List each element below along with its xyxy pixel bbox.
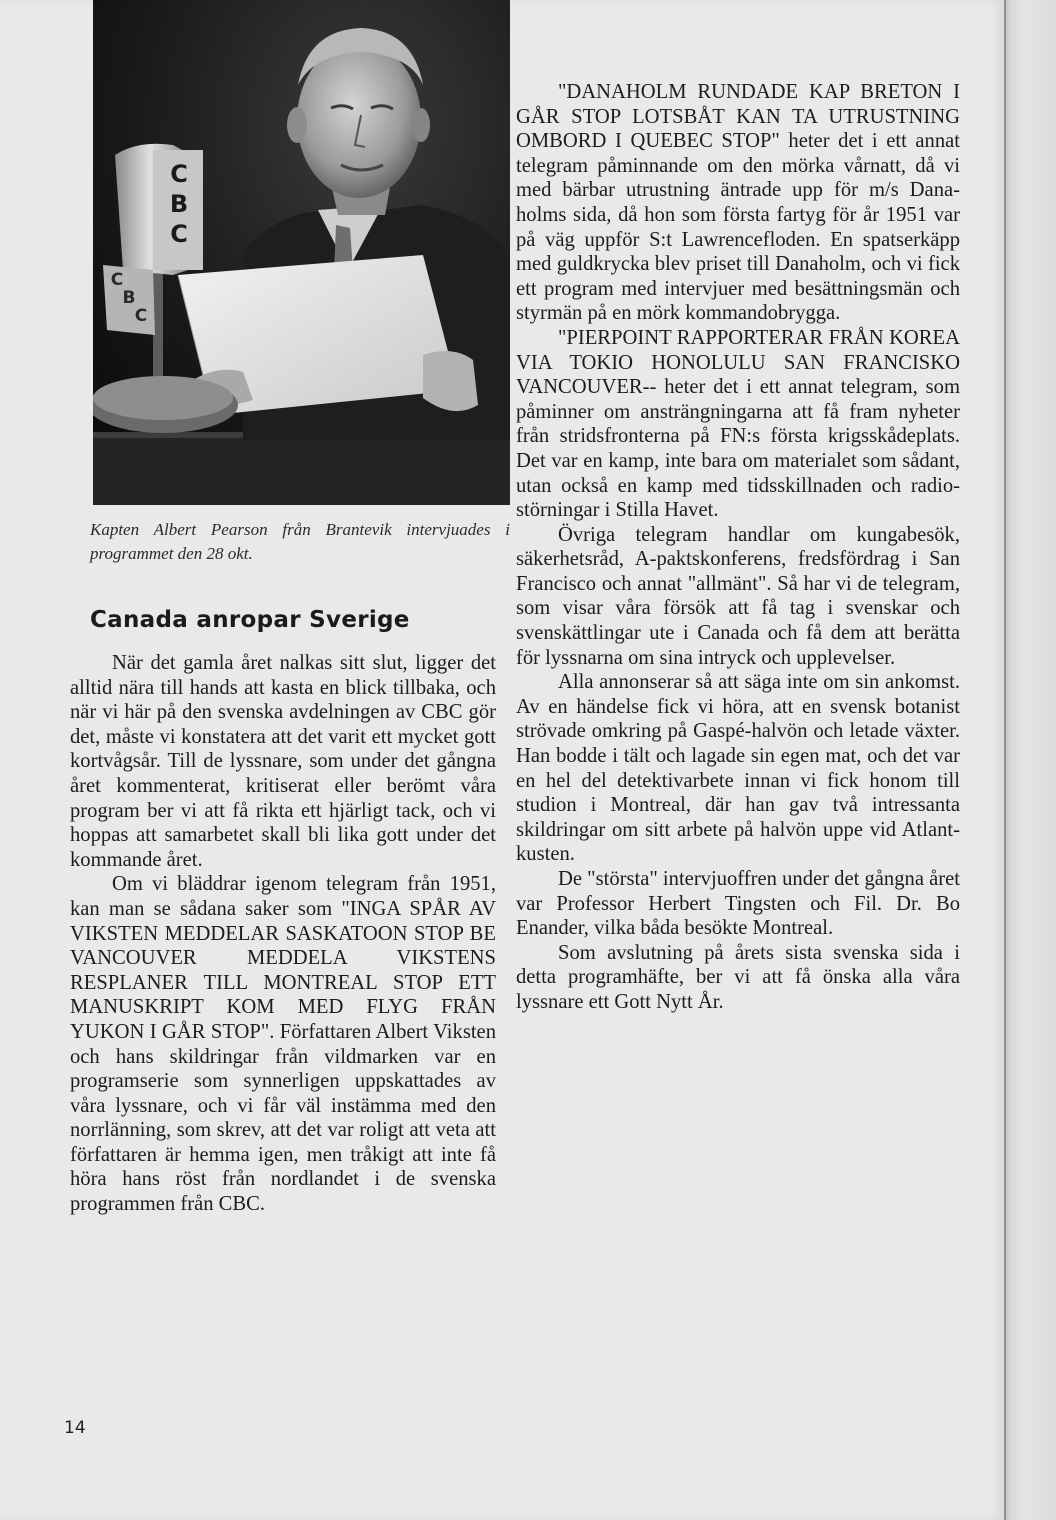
right-paragraph: "PIERPOINT RAPPORTERAR FRÅN KOREA VIA TOKIO HONOLULU SAN FRANCISKO VANCOUVER-- heter det i ett annat telegram, som påminner om ansträngningarna att få fram nyheter från stridsfronterna på FN:s första krigsskådeplats. Det var en kamp, inte bara om materialet som sådant, utan också en kamp med tidsskillnaden och radiostörningar i Stilla Havet.: [516, 326, 960, 522]
mic-letter-b: B: [169, 190, 189, 218]
mic-letter-c2: C: [170, 220, 188, 248]
next-page-edge: [1004, 0, 1056, 1520]
photo-caption: Kapten Albert Pearson från Brantevik intervjuades i programmet den 28 okt.: [90, 520, 510, 563]
right-paragraph: "DANAHOLM RUNDADE KAP BRETON I GÅR STOP LOTSBÅT KAN TA UTRUSTNING OMBORD I QUEBEC STOP" heter det i ett annat telegram påminnande om den mörka vårnatt, då vi med bärbar utrustning äntrade upp för m/s Danaholms sida, då hon som första fartyg för år 1951 var på väg uppför S:t Lawrencefloden. En spatserkäpp med guldkrycka blev priset till Danaholm, och vi fick ett program med intervjuer med besättningsmän och styrmän på en mörk kommandobrygga.: [516, 81, 960, 325]
mic-side-letter-c1: C: [110, 270, 124, 290]
right-paragraph: Som avslutning på årets sista svenska sida i detta programhäfte, ber vi att få önska alla våra lyssnare ett Gott Nytt År.: [516, 941, 960, 1013]
right-paragraph: Övriga telegram handlar om kungabesök, säkerhetsråd, A-paktskonferens, fredsfördrag i San Francisco och annat "allmänt". Så har vi de telegram, som visar våra försök att få tag i svenskar och svenskättlingar ute i Canada och få dem att berätta för lyssnarna om sina intryck och upplevelser.: [516, 523, 960, 669]
mic-side-letter-b: B: [122, 288, 136, 308]
right-paragraph: Alla annonserar så att säga inte om sin ankomst. Av en händelse fick vi höra, att en svensk botanist strövade omkring på Gaspé-halvön och letade växter. Han bodde i tält och lagade sin egen mat, och det var en hel del detektivarbete innan vi fick honom till studion i Montreal, där han gav två intressanta skildringar om sitt arbete på halvön uppe vid Atlantkusten.: [516, 671, 960, 866]
right-text-column: [516, 80, 960, 1015]
left-paragraph: Om vi bläddrar igenom telegram från 1951, kan man se sådana saker som "INGA SPÅR AV VIKSTEN MEDDELAR SASKATOON STOP BE VANCOUVER MEDDELA VIKSTENS RESPLANER TILL MONTREAL STOP ETT MANUSKRIPT KOM MED FLYG FRÅN YUKON I GÅR STOP". Författaren Albert Viksten och hans skildringar från vildmarken var en programserie som synnerligen uppskattades av våra lyssnare, och vi får väl instämma med den norrlänning, som skrev, att det var roligt att veta att författaren är hemma igen, men tråkigt att inte få höra hans röst från nordlandet i de svenska programmen från CBC.: [70, 873, 496, 1216]
left-paragraph: När det gamla året nalkas sitt slut, ligger det alltid nära till hands att kasta en blick tillbaka, och när vi här på den svenska avdelningen av CBC gör det, måste vi konstatera att det varit ett mycket gott kortvågsår. Till de lyssnare, som under det gångna året kommenterat, kritiserat eller berömt våra program ber vi att få rikta ett hjärligt tack, och vi hoppas att samarbetet skall bli lika gott under det kommande året.: [70, 652, 496, 871]
photo-illustration: [93, 0, 510, 505]
mic-side-letter-c2: C: [134, 306, 148, 326]
left-text-column: [70, 651, 496, 1217]
portrait-photo: [93, 0, 510, 505]
right-paragraph: De "största" intervjuoffren under det gångna året var Professor Herbert Tingsten och Fil. Dr. Bo Enander, vilka båda besökte Montreal.: [516, 868, 960, 940]
mic-letter-c1: C: [170, 160, 188, 188]
article-headline: Canada anropar Sverige: [90, 607, 410, 633]
binding-fold: [1004, 0, 1006, 1520]
page-number: 14: [64, 1418, 86, 1438]
